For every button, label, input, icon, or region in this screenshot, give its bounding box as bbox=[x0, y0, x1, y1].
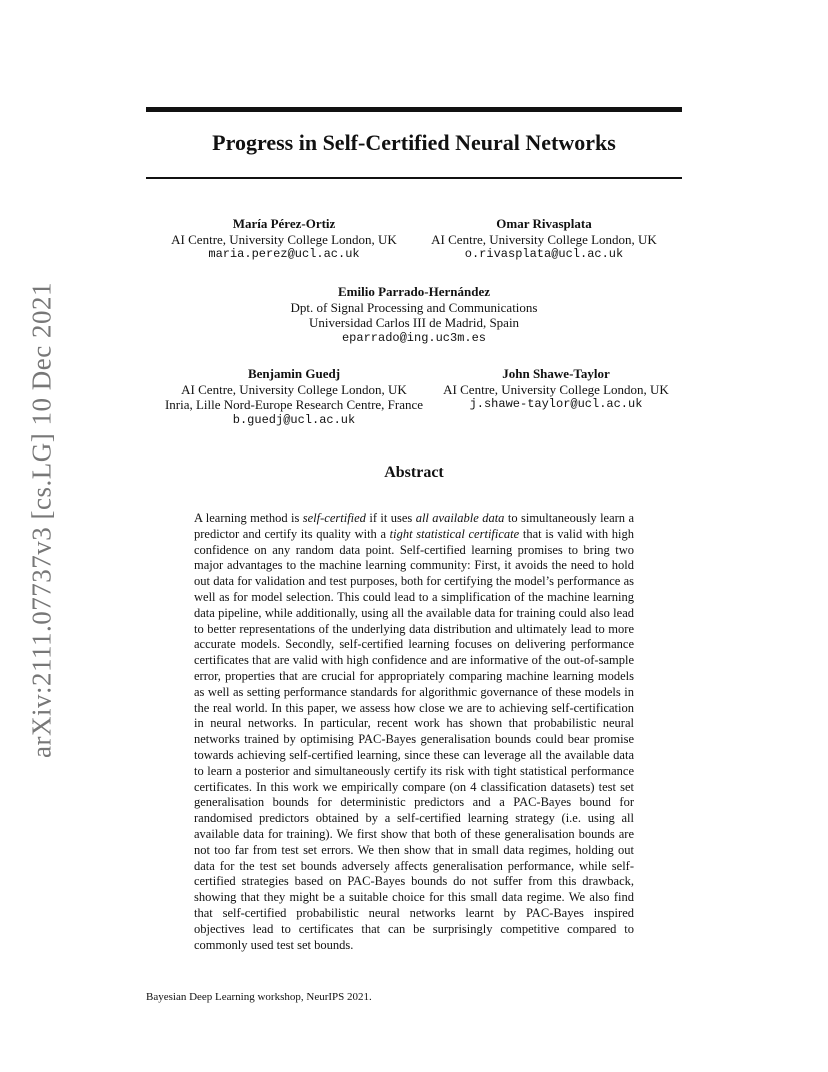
paper-title: Progress in Self-Certified Neural Networks bbox=[212, 130, 616, 155]
author-block bbox=[146, 366, 442, 428]
author-email: maria.perez@ucl.ac.uk bbox=[208, 247, 360, 261]
abstract-text: that is valid with high confidence on any random data point. Self-certified learning promises to bring two major advantages to the machine learning community: First, it avoids the need to hold out data for validation and test purposes, both for certifying the model’s performance as well as for model selection. This could lead to a simplification of the machine learning data pipeline, while additionally, using all the available data for training could also lead to better representations of the underlying data distribution and ultimately lead to more accurate models. Secondly, self-certified learning focuses on delivering performance certificates that are valid with high confidence and are informative of the out-of-sample error, properties that are crucial for appropriately comparing machine learning models as well as setting performance standards for algorithmic governance of these models in the real world. In this paper, we assess how close we are to achieving self-certification in neural networks. In particular, recent work has shown that probabilistic neural networks trained by optimising PAC-Bayes generalisation bounds could bear promise towards achieving self-certified learning, since these can leverage all the available data to learn a posterior and simultaneously certify its risk with tight statistical performance certificates. In this work we empirically compare (on 4 classification datasets) test set generalisation bounds for deterministic predictors and a PAC-Bayes bound for randomised predictors obtained by a self-certified learning strategy (i.e. using all available data for training). We first show that both of these generalisation bounds are not too far from test set errors. We then show that in small data regimes, holding out data for the test set bounds adversely affects generalisation performance, while self-certified strategies based on PAC-Bayes bounds do not suffer from this drawback, showing that they might be a suitable choice for this small data regime. We also find that self-certified probabilistic neural networks learnt by PAC-Bayes inspired objectives lead to certificates that can be surprisingly competitive compared to commonly used test set bounds. bbox=[194, 526, 634, 952]
author-name: María Pérez-Ortiz bbox=[232, 216, 336, 231]
author-email: o.rivasplata@ucl.ac.uk bbox=[464, 247, 624, 261]
author-affiliation: AI Centre, University College London, UK bbox=[171, 231, 397, 247]
author-affiliation: AI Centre, University College London, UK bbox=[181, 381, 407, 397]
author-email: eparrado@ing.uc3m.es bbox=[341, 330, 487, 345]
author-affiliation: Universidad Carlos III de Madrid, Spain bbox=[308, 315, 520, 330]
abstract-text: to simultaneously learn a predictor and certify its quality with a bbox=[194, 511, 635, 541]
title-bottom-rule bbox=[146, 177, 682, 179]
abstract-heading: Abstract bbox=[384, 464, 444, 481]
author-block bbox=[436, 366, 676, 413]
abstract-text: A learning method is bbox=[194, 511, 303, 525]
author-name: Omar Rivasplata bbox=[496, 216, 592, 231]
abstract-paragraph bbox=[194, 511, 634, 953]
author-block bbox=[146, 284, 682, 346]
abstract-body bbox=[194, 511, 634, 953]
author-email: b.guedj@ucl.ac.uk bbox=[232, 412, 356, 427]
author-block bbox=[416, 216, 672, 263]
author-block bbox=[146, 216, 422, 263]
author-affiliation: AI Centre, University College London, UK bbox=[431, 231, 657, 247]
author-affiliation: AI Centre, University College London, UK bbox=[443, 381, 669, 397]
abstract-text: if it uses bbox=[365, 511, 416, 525]
abstract-emphasis: tight statistical certificate bbox=[389, 526, 520, 541]
abstract-emphasis: self-certified bbox=[302, 511, 366, 525]
abstract-emphasis: all available data bbox=[415, 511, 505, 525]
footer-venue: Bayesian Deep Learning workshop, NeurIPS 2021. bbox=[146, 991, 372, 1003]
arxiv-identifier: arXiv:2111.07737v3 [cs.LG] 10 Dec 2021 bbox=[26, 282, 57, 758]
author-affiliation: Inria, Lille Nord-Europe Research Centre, France bbox=[164, 397, 424, 412]
author-name: Benjamin Guedj bbox=[247, 366, 341, 381]
author-name: Emilio Parrado-Hernández bbox=[337, 284, 490, 299]
title-top-rule bbox=[146, 107, 682, 112]
author-name: John Shawe-Taylor bbox=[502, 366, 610, 381]
author-email: j.shawe-taylor@ucl.ac.uk bbox=[469, 397, 643, 411]
author-affiliation: Dpt. of Signal Processing and Communications bbox=[290, 299, 538, 315]
